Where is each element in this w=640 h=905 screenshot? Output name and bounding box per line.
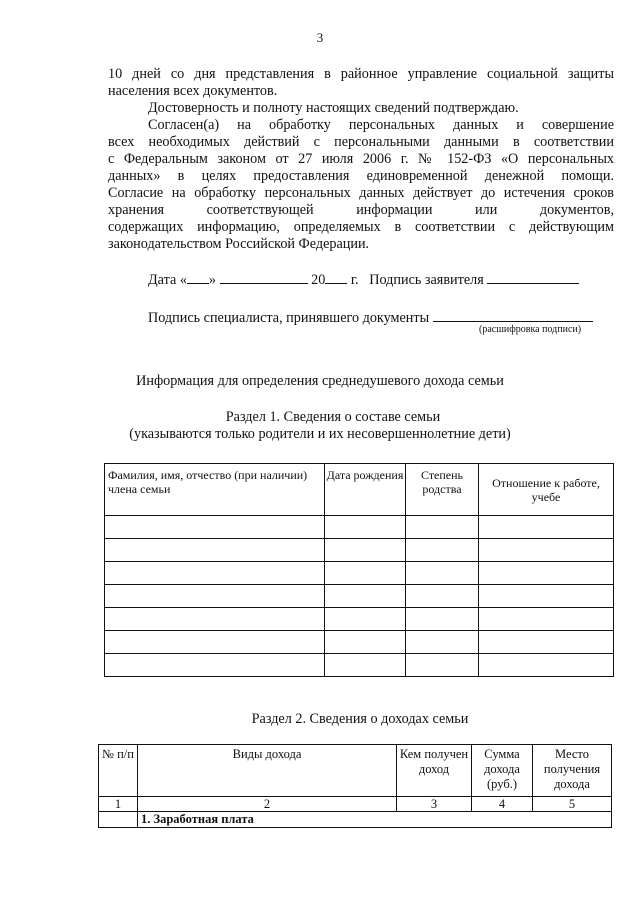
table-cell[interactable]	[105, 562, 325, 585]
specialist-signature-field[interactable]	[433, 309, 593, 322]
paragraph-line: 10 дней со дня представления в районное управление социальной защиты	[108, 66, 614, 82]
table-cell[interactable]	[325, 539, 406, 562]
consent-line: Согласие на обработку персональных данных действует до истечения сроков	[108, 185, 614, 201]
table-cell[interactable]	[325, 631, 406, 654]
table-cell	[99, 812, 138, 828]
table-cell[interactable]	[479, 608, 614, 631]
consent-line: с Федеральным законом от 27 июля 2006 г. № 152-ФЗ «О персональных	[108, 151, 614, 167]
table-row	[105, 516, 614, 539]
income-info-title: Информация для определения среднедушевого дохода семьи	[136, 373, 504, 389]
table-cell[interactable]	[406, 654, 479, 677]
column-header-place: Место получения дохода	[533, 745, 612, 797]
table-cell[interactable]	[406, 539, 479, 562]
day-field[interactable]	[187, 271, 209, 284]
column-header-work: Отношение к работе, учебе	[479, 464, 614, 516]
table-cell[interactable]	[406, 631, 479, 654]
section2-title: Раздел 2. Сведения о доходах семьи	[251, 711, 469, 727]
table-cell[interactable]	[406, 516, 479, 539]
column-header-amount: Сумма дохода (руб.)	[472, 745, 533, 797]
applicant-signature-field[interactable]	[487, 271, 579, 284]
date-label: Дата «	[148, 272, 187, 288]
column-header-income-type: Виды дохода	[138, 745, 397, 797]
consent-line: всех необходимых действий с персональными данными в соответствии	[108, 134, 614, 150]
specialist-signature-label: Подпись специалиста, принявшего документы	[148, 310, 430, 326]
month-field[interactable]	[220, 271, 308, 284]
table-row	[105, 539, 614, 562]
year-suffix: г.	[350, 272, 359, 288]
table-cell[interactable]	[406, 608, 479, 631]
column-header-number: № п/п	[99, 745, 138, 797]
table-cell[interactable]	[479, 562, 614, 585]
table-cell[interactable]	[325, 562, 406, 585]
column-header-recipient: Кем получен доход	[397, 745, 472, 797]
table-row	[105, 585, 614, 608]
applicant-signature-label: Подпись заявителя	[369, 272, 484, 288]
signature-decode-hint: (расшифровка подписи)	[479, 324, 582, 335]
consent-line: содержащих информацию, определяемых в соответствии с действующим	[108, 219, 614, 235]
column-header-name: Фамилия, имя, отчество (при наличии) члена семьи	[105, 464, 325, 516]
table-cell[interactable]	[105, 608, 325, 631]
table-cell[interactable]	[325, 516, 406, 539]
table-cell[interactable]	[479, 539, 614, 562]
consent-line: хранения соответствующей информации или документов,	[108, 202, 614, 218]
table-row-numbers	[99, 797, 612, 812]
table-cell[interactable]	[105, 631, 325, 654]
column-number: 2	[138, 797, 397, 812]
quote-close: »	[208, 272, 217, 288]
family-income-table	[98, 744, 612, 828]
table-row	[105, 608, 614, 631]
section1-subtitle: (указываются только родители и их несовершеннолетние дети)	[129, 426, 511, 442]
table-row	[105, 562, 614, 585]
column-header-relation: Степень родства	[406, 464, 479, 516]
column-number: 1	[99, 797, 138, 812]
year-prefix: 20	[311, 272, 326, 288]
paragraph-line: населения всех документов.	[108, 83, 278, 99]
table-row	[105, 654, 614, 677]
table-cell[interactable]	[325, 608, 406, 631]
table-cell[interactable]	[325, 654, 406, 677]
year-field[interactable]	[325, 271, 347, 284]
consent-line: законодательством Российской Федерации.	[108, 236, 370, 252]
table-cell[interactable]	[325, 585, 406, 608]
table-cell[interactable]	[479, 654, 614, 677]
column-number: 4	[472, 797, 533, 812]
column-header-birthdate: Дата рождения	[325, 464, 406, 516]
consent-line: данных» в целях предоставления единовременной денежной помощи.	[108, 168, 614, 184]
table-cell[interactable]	[479, 631, 614, 654]
table-cell[interactable]	[479, 516, 614, 539]
table-cell[interactable]	[406, 562, 479, 585]
table-header-row	[105, 464, 614, 516]
section1-title: Раздел 1. Сведения о составе семьи	[225, 409, 441, 425]
table-cell[interactable]	[105, 539, 325, 562]
table-cell[interactable]	[105, 654, 325, 677]
column-number: 3	[397, 797, 472, 812]
table-cell[interactable]	[105, 516, 325, 539]
table-row	[99, 812, 612, 828]
salary-row-label: 1. Заработная плата	[138, 812, 612, 828]
confirmation-text: Достоверность и полноту настоящих сведений подтверждаю.	[148, 100, 519, 116]
family-composition-table	[104, 463, 614, 677]
table-header-row	[99, 745, 612, 797]
table-cell[interactable]	[479, 585, 614, 608]
table-cell[interactable]	[406, 585, 479, 608]
table-row	[105, 631, 614, 654]
table-cell[interactable]	[105, 585, 325, 608]
consent-line: Согласен(а) на обработку персональных данных и совершение	[148, 117, 614, 133]
page-number: 3	[316, 30, 324, 45]
column-number: 5	[533, 797, 612, 812]
date-signature-line	[148, 271, 628, 289]
